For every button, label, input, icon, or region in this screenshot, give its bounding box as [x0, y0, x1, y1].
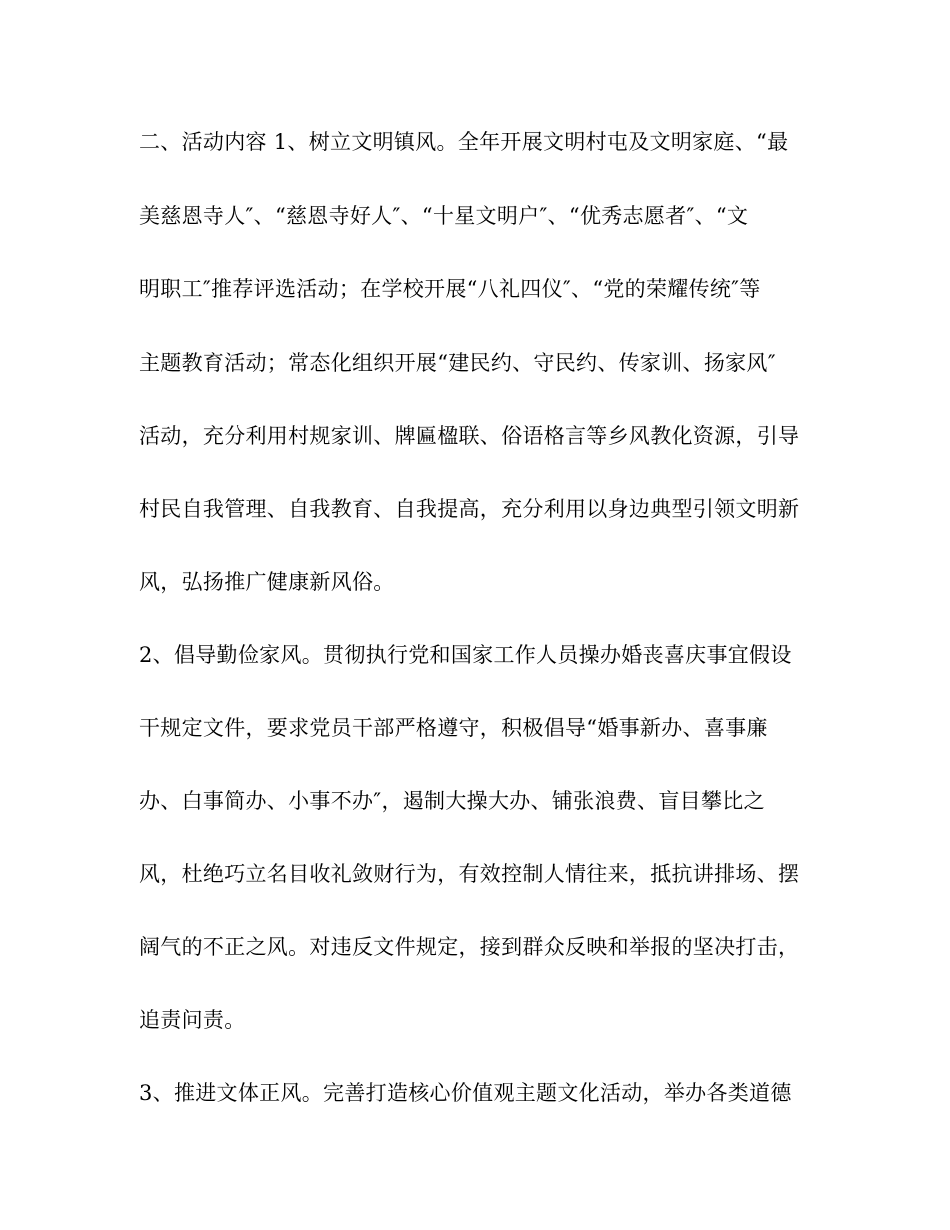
text-line-13: 追责问责。: [139, 1008, 246, 1032]
text-line-3: 明职工″推荐评选活动；在学校开展“八礼四仪″、“党的荣耀传统″等: [139, 277, 761, 301]
text-line-2: 美慈恩寺人″、“慈恩寺好人″、“十星文明户″、“优秀志愿者″、“文: [139, 204, 749, 228]
text-line-11: 风，杜绝巧立名目收礼敛财行为，有效控制人情往来，抵抗讲排场、摆: [139, 862, 800, 886]
text-line-14: 3、推进文体正风。完善打造核心价值观主题文化活动，举办各类道德: [139, 1081, 792, 1105]
text-line-4: 主题教育活动；常态化组织开展“建民约、守民约、传家训、扬家风″: [139, 351, 776, 375]
text-line-5: 活动，充分利用村规家训、牌匾楹联、俗语格言等乡风教化资源，引导: [139, 424, 800, 448]
text-line-8: 2、倡导勤俭家风。贯彻执行党和国家工作人员操办婚丧喜庆事宜假设: [139, 643, 792, 667]
text-line-6: 村民自我管理、自我教育、自我提高，充分利用以身边典型引领文明新: [139, 497, 800, 521]
text-line-10: 办、白事简办、小事不办″，遏制大操大办、铺张浪费、盲目攀比之: [139, 789, 765, 813]
text-line-9: 干规定文件，要求党员干部严格遵守，积极倡导“婚事新办、喜事廉: [139, 716, 768, 740]
text-line-12: 阔气的不正之风。对违反文件规定，接到群众反映和举报的坚决打击，: [139, 935, 800, 959]
text-line-1: 二、活动内容 1、树立文明镇风。全年开展文明村屯及文明家庭、“最: [139, 130, 789, 154]
text-line-7: 风，弘扬推广健康新风俗。: [139, 570, 395, 594]
